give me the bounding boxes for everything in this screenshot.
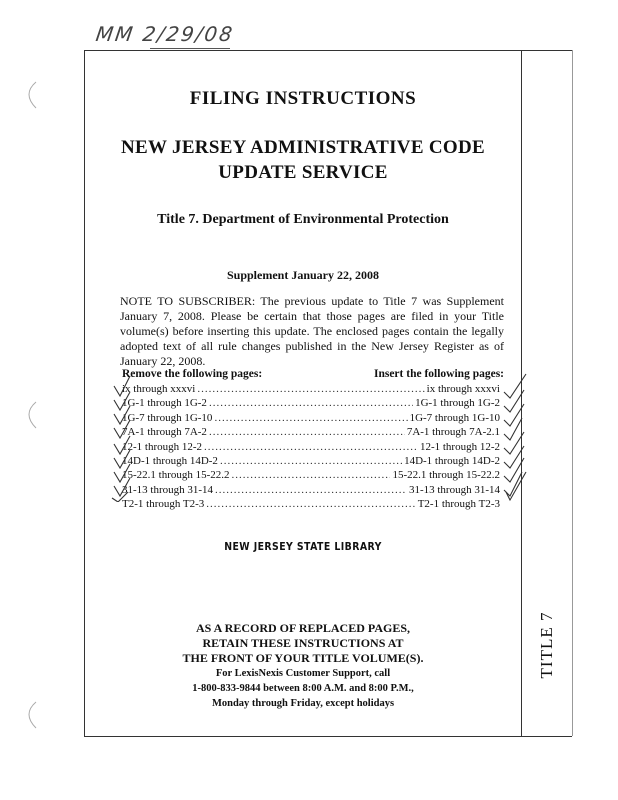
insert-range: 15-22.1 through 15-22.2 (392, 469, 500, 482)
list-item (122, 440, 500, 454)
remove-range: 14D-1 through 14D-2 (122, 454, 218, 467)
insert-range: 31-13 through 31-14 (408, 483, 500, 496)
remove-range: T2-1 through T2-3 (122, 498, 205, 511)
dot-leader (209, 425, 405, 439)
spine-outer-edge (572, 50, 573, 736)
check-mark-icon (504, 418, 522, 440)
support-line: 1-800-833-9844 between 8:00 A.M. and 8:00 P.M., (192, 683, 414, 694)
dot-leader (214, 411, 407, 425)
handwritten-initials-date: MM 2/29/08 (94, 22, 236, 46)
dot-leader (215, 483, 407, 497)
record-line: AS A RECORD OF REPLACED PAGES, (195, 621, 411, 635)
punch-hole-mark (18, 700, 38, 730)
insert-header: Insert the following pages: (373, 368, 504, 380)
punch-hole-mark (18, 400, 38, 430)
record-notice (85, 621, 521, 666)
remove-range: 12-1 through 12-2 (122, 440, 203, 453)
list-item (122, 483, 500, 497)
support-line: Monday through Friday, except holidays (211, 698, 395, 709)
remove-range: 1G-1 through 1G-2 (122, 397, 207, 410)
remove-range: 1G-7 through 1G-10 (122, 411, 213, 424)
insert-range: 1G-1 through 1G-2 (415, 397, 500, 410)
spine-label: TITLE 7 (537, 611, 556, 679)
remove-range: 7A-1 through 7A-2 (122, 426, 207, 439)
dot-leader (220, 454, 402, 468)
insert-range: ix through xxxvi (426, 383, 500, 395)
insert-range: 14D-1 through 14D-2 (404, 454, 500, 467)
list-item (122, 382, 500, 396)
code-title (85, 135, 521, 185)
dot-leader (206, 497, 415, 511)
dot-leader (197, 382, 424, 396)
record-line: RETAIN THESE INSTRUCTIONS AT (202, 636, 404, 650)
page-list-header (122, 368, 504, 380)
code-title-line: NEW JERSEY ADMINISTRATIVE CODE (121, 137, 485, 158)
insert-range: T2-1 through T2-3 (417, 498, 500, 511)
page-title: FILING INSTRUCTIONS (189, 88, 417, 109)
handwritten-underline (150, 48, 230, 49)
insert-range: 7A-1 through 7A-2.1 (406, 426, 500, 439)
supplement-date: Supplement January 22, 2008 (226, 268, 380, 282)
check-mark-icon (504, 374, 526, 398)
spine-divider (521, 50, 522, 736)
code-title-line: UPDATE SERVICE (218, 162, 388, 183)
page-list (122, 382, 500, 512)
remove-range: ix through xxxvi (122, 383, 196, 395)
support-line: For LexisNexis Customer Support, call (215, 668, 391, 679)
remove-range: 31-13 through 31-14 (122, 483, 214, 496)
customer-support-info (85, 666, 521, 711)
dot-leader (209, 396, 413, 410)
check-mark-icon (504, 472, 522, 496)
list-item (122, 396, 500, 410)
record-line: THE FRONT OF YOUR TITLE VOLUME(S). (182, 651, 424, 665)
library-stamp: NEW JERSEY STATE LIBRARY (224, 540, 382, 553)
list-item (122, 497, 500, 511)
list-item (122, 411, 500, 425)
insert-range: 12-1 through 12-2 (419, 440, 500, 453)
check-mark-icon (506, 472, 526, 500)
punch-hole-mark (18, 80, 38, 110)
frame-top-border (84, 50, 572, 51)
dot-leader (232, 468, 391, 482)
list-item (122, 468, 500, 482)
list-item (122, 454, 500, 468)
list-item (122, 425, 500, 439)
frame-bottom-border (84, 736, 572, 737)
remove-range: 15-22.1 through 15-22.2 (122, 469, 230, 482)
subscriber-note: NOTE TO SUBSCRIBER: The previous update to Title 7 was Supplement January 7, 2008. Please be certain that those pages are filed in your Title volume(s) before inserting this update. The enclosed pages contain the legally adopted text of all rule changes published in the New Jersey Register as of January 22, 2008. (120, 294, 504, 368)
remove-header: Remove the following pages: (122, 368, 263, 380)
dot-leader (204, 440, 418, 454)
title-heading: Title 7. Department of Environmental Protection (157, 212, 449, 227)
insert-range: 1G-7 through 1G-10 (409, 411, 500, 424)
